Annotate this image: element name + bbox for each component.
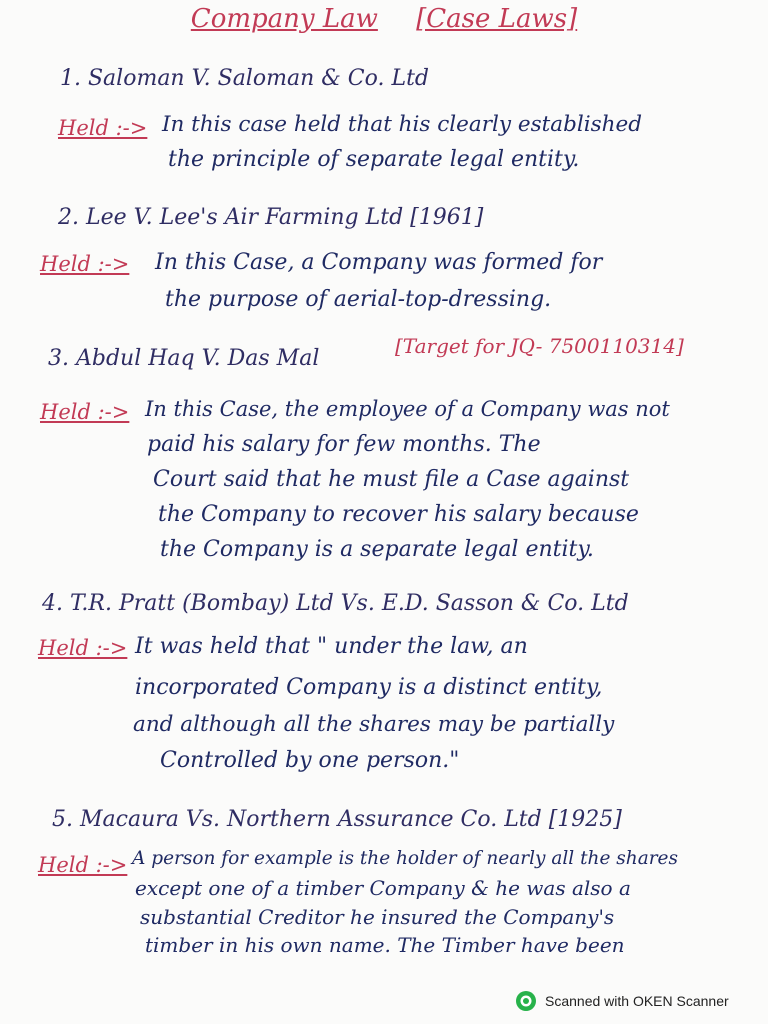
case-3-line-1: In this Case, the employee of a Company was not [145, 397, 670, 421]
case-2-title: 2. Lee V. Lee's Air Farming Ltd [1961] [58, 205, 484, 230]
case-1-line-1: In this case held that his clearly established [162, 112, 642, 137]
case-5-line-3: substantial Creditor he insured the Company's [140, 905, 615, 929]
case-3-held-label: Held :-> [40, 400, 130, 424]
case-4-held-label: Held :-> [38, 636, 128, 660]
case-3-line-3: Court said that he must file a Case against [153, 467, 630, 492]
case-5-title: 5. Macaura Vs. Northern Assurance Co. Ltd [1925] [52, 807, 622, 832]
case-3-line-2: paid his salary for few months. The [147, 432, 541, 457]
page-title [0, 4, 768, 34]
case-2-held-label: Held :-> [40, 252, 130, 276]
oken-scanner-icon [515, 990, 537, 1012]
case-1-title: 1. Saloman V. Saloman & Co. Ltd [60, 66, 430, 91]
case-3-line-5: the Company is a separate legal entity. [160, 537, 594, 562]
title-case-laws: [Case Laws] [416, 4, 578, 34]
case-4-line-3: and although all the shares may be partially [133, 712, 615, 737]
scanner-footer-text: Scanned with OKEN Scanner [545, 993, 729, 1009]
case-5-held-label: Held :-> [38, 853, 128, 877]
case-4-line-4: Controlled by one person." [160, 748, 460, 773]
case-5-line-1: A person for example is the holder of nearly all the shares [132, 848, 679, 869]
case-2-line-1: In this Case, a Company was formed for [155, 250, 603, 275]
case-1-held-label: Held :-> [58, 116, 148, 140]
case-1-line-2: the principle of separate legal entity. [168, 147, 580, 172]
title-company-law: Company Law [190, 4, 378, 34]
case-3-target-note: [Target for JQ- 7500110314] [395, 334, 684, 358]
case-3-title-text: 3. Abdul Haq V. Das Mal [48, 346, 320, 371]
case-2-line-2: the purpose of aerial-top-dressing. [165, 287, 552, 312]
case-5-line-2: except one of a timber Company & he was also a [135, 876, 631, 900]
case-5-line-4: timber in his own name. The Timber have been [145, 933, 625, 957]
case-3-title [48, 346, 319, 371]
case-4-title: 4. T.R. Pratt (Bombay) Ltd Vs. E.D. Sasson & Co. Ltd [42, 591, 629, 616]
case-4-line-1: It was held that " under the law, an [135, 634, 528, 659]
case-3-line-4: the Company to recover his salary because [158, 502, 639, 527]
scanner-footer [515, 990, 729, 1012]
case-4-line-2: incorporated Company is a distinct entity, [135, 675, 603, 700]
